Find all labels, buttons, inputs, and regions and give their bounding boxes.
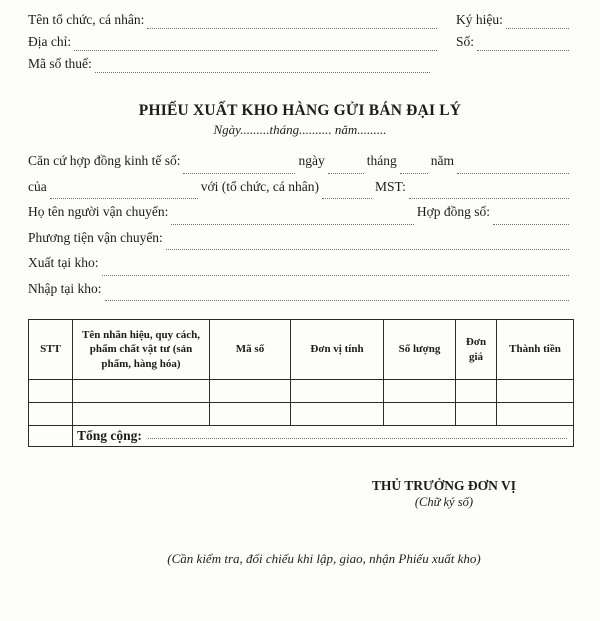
address-label: Địa chỉ: [28,34,72,49]
form-lines [28,153,572,306]
tax-code-line [28,56,440,78]
month-fill [400,173,428,174]
total-row [29,426,574,447]
tax-code-fill [95,72,430,73]
org-name-label: Tên tổ chức, cá nhân: [28,12,145,27]
signature-block [372,478,516,510]
table-cell [29,426,73,447]
footer-note: (Cần kiểm tra, đối chiếu khi lập, giao, nhận Phiếu xuất kho) [167,551,481,566]
import-warehouse-label: Nhập tại kho: [28,280,102,296]
header-right [456,12,572,78]
table-cell [73,403,210,426]
table-cell [497,403,574,426]
day-label: ngày [298,153,325,168]
mst-fill [409,198,569,199]
table-cell [497,380,574,403]
table-cell [384,380,456,403]
vehicle-line [28,230,572,256]
col-header-amount: Thành tiền [497,320,574,380]
document-date-line: Ngày.........tháng.......... năm......... [213,122,387,137]
table-cell [210,380,291,403]
org-name-line [28,12,440,34]
number-line [456,34,572,56]
export-warehouse-line [28,255,572,281]
col-header-stt: STT [29,320,73,380]
table-cell [29,380,73,403]
with-fill [322,198,372,199]
signature-title: THỦ TRƯỞNG ĐƠN VỊ [371,478,516,493]
title-block [28,102,572,138]
transporter-label: Họ tên người vận chuyển: [28,204,169,219]
col-header-quantity: Số lượng [384,320,456,380]
table-cell [291,380,384,403]
of-label: của [28,178,47,194]
number-label: Số: [456,34,475,49]
table-cell [456,403,497,426]
table-header-row [29,320,574,380]
col-header-item-name: Tên nhãn hiệu, quy cách, phẩm chất vật tư (sản phẩm, hàng hóa) [73,320,210,380]
header-left [28,12,456,78]
col-header-code: Mã số [210,320,291,380]
year-fill [457,173,569,174]
symbol-line [456,12,572,34]
party-line [28,179,572,205]
vehicle-label: Phương tiện vận chuyển: [28,229,163,245]
contract-number-label: Hợp đồng số: [416,204,490,219]
address-fill [74,50,437,51]
table-cell [73,380,210,403]
contract-basis-label: Căn cứ hợp đồng kinh tế số: [28,153,181,168]
contract-number-fill [493,224,569,225]
total-cell [73,426,574,447]
day-fill [328,173,364,174]
total-fill [148,438,567,439]
transporter-line [28,204,572,230]
document-title: PHIẾU XUẤT KHO HÀNG GỬI BÁN ĐẠI LÝ [138,102,462,119]
year-label: năm [430,153,454,168]
import-warehouse-line [28,281,572,307]
transporter-fill [171,224,413,225]
table-cell [456,380,497,403]
export-warehouse-label: Xuất tại kho: [28,255,99,270]
export-warehouse-fill [102,275,570,276]
col-header-unit: Đơn vị tính [291,320,384,380]
table-cell [291,403,384,426]
total-label: Tổng cộng: [77,428,142,443]
signature-subtitle: (Chữ ký số) [414,495,474,509]
contract-basis-line [28,153,572,179]
import-warehouse-fill [105,300,570,301]
items-table [28,319,574,447]
number-fill [477,50,569,51]
month-label: tháng [366,153,397,168]
col-header-unit-price: Đơn giá [456,320,497,380]
table-cell [29,403,73,426]
symbol-label: Ký hiệu: [456,12,503,27]
header-section [28,12,572,78]
symbol-fill [506,28,569,29]
table-row [29,403,574,426]
of-fill [50,198,198,199]
table-cell [384,403,456,426]
with-label: với (tổ chức, cá nhân) [200,178,320,194]
table-row [29,380,574,403]
signature-section [28,478,572,510]
address-line [28,34,440,56]
mst-label: MST: [375,178,406,194]
org-name-fill [147,28,437,29]
vehicle-fill [166,249,569,250]
table-cell [210,403,291,426]
contract-no-fill [183,173,295,174]
tax-code-label: Mã số thuế: [28,56,92,71]
